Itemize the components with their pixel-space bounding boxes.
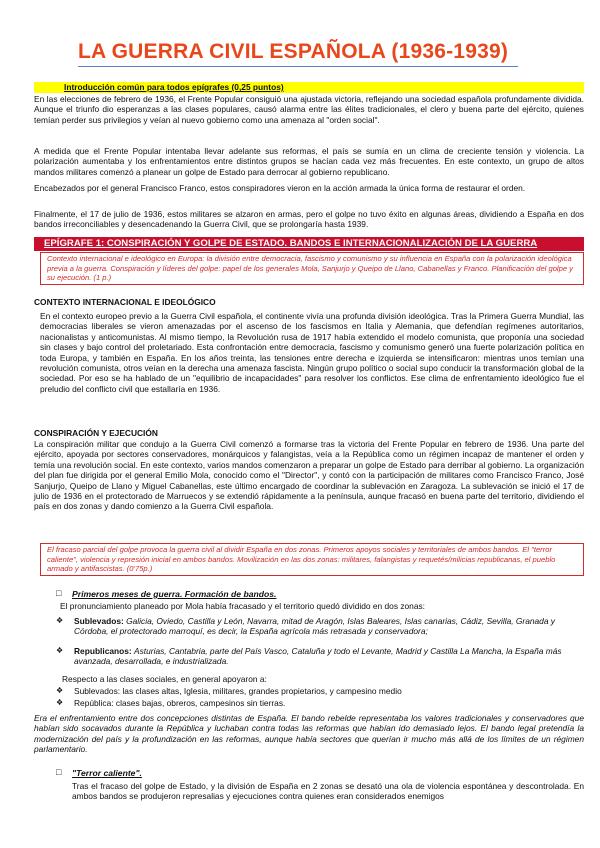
diamond-bullet-icon: ❖ bbox=[56, 698, 64, 707]
zone-item-republicanos bbox=[56, 646, 584, 667]
terror-paragraph: Tras el fracaso del golpe de Estado, y la división de España en 2 zonas se desató una ola de violencia espontánea y descontrolada. En ambos bandos se produjeron represalias y ejecuciones contra quienes eran considerados enemigos bbox=[72, 781, 584, 802]
heading-conspiracy: CONSPIRACIÓN Y EJECUCIÓN bbox=[34, 428, 158, 438]
conspiracy-paragraph: La conspiración militar que condujo a la Guerra Civil comenzó a formarse tras la victoria del Frente Popular en febrero de 1936. Una parte del ejército, apoyada por sectores conservadores, monárquicos y falangistas, veía a la República como un régimen incapaz de mantener el orden y temía una revolución social. En este contexto, varios mandos comenzaron a preparar un golpe de Estado para derribar al gobierno. La organización del plan fue dirigida por el general Emilio Mola, conocido como el "Director", y contó con la participación de militares como Francisco Franco, José Sanjurjo, Queipo de Llano y Miguel Cabanellas, este último encargado de coordinar la sublevación en Zaragoza. La sublevación se inició el 17 de julio de 1936 en el protectorado de Marruecos y se extendió rápidamente a la península, aunque fracasó en buena parte del territorio, dividiendo el país en dos zonas y dando comienzo a la Guerra Civil española. bbox=[34, 439, 584, 512]
epigraph-1-heading: EPÍGRAFE 1: CONSPIRACIÓN Y GOLPE DE ESTADO. BANDOS E INTERNACIONALIZACIÓN DE LA GUERRA bbox=[34, 237, 584, 251]
social-label: República: bbox=[74, 698, 114, 708]
zone-label: Republicanos: bbox=[74, 646, 132, 656]
social-label: Sublevados: bbox=[74, 686, 121, 696]
intro-paragraph-2: A medida que el Frente Popular intentaba llevar adelante sus reformas, el país se sumía en un clima de creciente tensión y violencia. La polarización aumentaba y los enfrentamientos entre distintos grupos se hacían cada vez más frecuentes. En este contexto, un grupo de altos mandos militares comenzó a planear un golpe de Estado para derrocar al gobierno republicano. bbox=[34, 146, 584, 177]
epigraph-2-box: El fracaso parcial del golpe provoca la guerra civil al dividir España en dos zonas. Primeros apoyos sociales y territoriales de ambos bandos. El "terror caliente", violencia y represión inicial en ambos bandos. Movilización en las dos zonas: militares, falangistas y requetés/milicias republicanas, el pueblo armado y antifascistas. (0'75p.) bbox=[40, 543, 584, 576]
section-terror: "Terror caliente". bbox=[72, 768, 142, 778]
diamond-bullet-icon: ❖ bbox=[56, 646, 64, 655]
intro-paragraph-3: Encabezados por el general Francisco Franco, estos conspiradores vieron en la acción armada la única forma de restaurar el orden. bbox=[34, 183, 526, 193]
page-title: LA GUERRA CIVIL ESPAÑOLA (1936-1939) bbox=[78, 39, 518, 67]
intro-bar bbox=[34, 82, 584, 93]
intro-bar-label: Introducción común para todos epígrafes (0,25 puntos) bbox=[64, 82, 284, 92]
social-item-republica bbox=[56, 698, 584, 708]
diamond-bullet-icon: ❖ bbox=[56, 616, 64, 625]
zone-text: Galicia, Oviedo, Castilla y León, Navarra, mitad de Aragón, Islas Baleares, Islas canarias, Cádiz, Sevilla, Granada y Córdoba, el protectorado marroquí, es decir, la España agrícola más retrasada y conservadora; bbox=[74, 616, 555, 637]
confrontation-paragraph: Era el enfrentamiento entre dos concepciones distintas de España. El bando rebelde representaba los valores tradicionales y conservadores que habían sido socavados durante la República y luchaban contra todas las reformas que habían ido demasiado lejos. El bando legal pretendía la modernización del país y la profundización en las reformas, aunque había sectores que querían ir mucho más allá de los límites de un régimen parlamentario. bbox=[34, 713, 584, 755]
social-intro: Respecto a las clases sociales, en general apoyaron a: bbox=[62, 674, 267, 684]
zone-label: Sublevados: bbox=[74, 616, 124, 626]
zone-item-sublevados bbox=[56, 616, 584, 637]
section-first-months: Primeros meses de guerra. Formación de bandos. bbox=[72, 589, 277, 599]
social-text: clases bajas, obreros, campesinos sin tierras. bbox=[115, 698, 286, 708]
epigraph-1-box: Contexto internacional e ideológico en Europa: la división entre democracia, fascismo y comunismo y su influencia en España con la polarización ideológica previa a la guerra. Conspiración y líderes del golpe: papel de los generales Mola, Sanjurjo y Queipo de Llano, Cabanellas y Franco. Planificación del golpe y su ejecución. (1 p.) bbox=[40, 252, 584, 285]
diamond-bullet-icon: ❖ bbox=[56, 686, 64, 695]
context-paragraph: En el contexto europeo previo a la Guerra Civil española, el continente vivía una profunda división ideológica. Tras la Primera Guerra Mundial, las democracias liberales se vieron amenazadas por el ascenso de los fascismos en Italia y Alemania, que defendían regímenes autoritarios, nacionalistas y anticomunistas. Al mismo tiempo, la Revolución rusa de 1917 había extendido el modelo comunista, que proponía una sociedad sin clases y bajo control del proletariado. Esta confrontación entre democracia, fascismo y comunismo generó una fuerte polarización política en toda Europa, y también en España. En los años treinta, las tensiones entre derecha e izquierda se intensificaron: mientras unos temían una revolución comunista, otros veían en la derecha una amenaza fascista. Ningún grupo político o social supo conducir la transformación global de la sociedad. Por eso se ha hablado de un "equilibrio de incapacidades" para resolver los conflictos. Ese clima de enfrentamiento ideológico fue el preludio del conflicto civil que estallaría en 1936. bbox=[40, 311, 584, 394]
heading-context: CONTEXTO INTERNACIONAL E IDEOLÓGICO bbox=[34, 297, 216, 307]
square-bullet-icon: □ bbox=[56, 767, 62, 777]
square-bullet-icon: □ bbox=[56, 588, 62, 598]
social-item-sublevados bbox=[56, 686, 584, 696]
social-text: las clases altas, Iglesia, militares, grandes propietarios, y campesino medio bbox=[122, 686, 402, 696]
first-months-intro: El pronunciamiento planeado por Mola había fracasado y el territorio quedó dividido en dos zonas: bbox=[60, 601, 426, 611]
intro-paragraph-1: En las elecciones de febrero de 1936, el Frente Popular consiguió una ajustada victoria, reflejando una sociedad española profundamente dividida. Aunque el triunfo dio esperanzas a las clases populares, causó alarma entre las élites tradicionales, el clero y buena parte del ejército, quienes temían perder sus privilegios y veían al nuevo gobierno como una amenaza al "orden social". bbox=[34, 94, 584, 125]
intro-paragraph-4: Finalmente, el 17 de julio de 1936, estos militares se alzaron en armas, pero el golpe no tuvo éxito en algunas áreas, dividiendo a España en dos bandos irreconciliables y desencadenando la Guerra Civil, que se prolongaría hasta 1939. bbox=[34, 209, 584, 230]
zone-text: Asturias, Cantabria, parte del País Vasco, Cataluña y todo el Levante, Madrid y Castilla La Mancha, la España más avanzada, desarrollada, e industrializada. bbox=[74, 646, 562, 667]
